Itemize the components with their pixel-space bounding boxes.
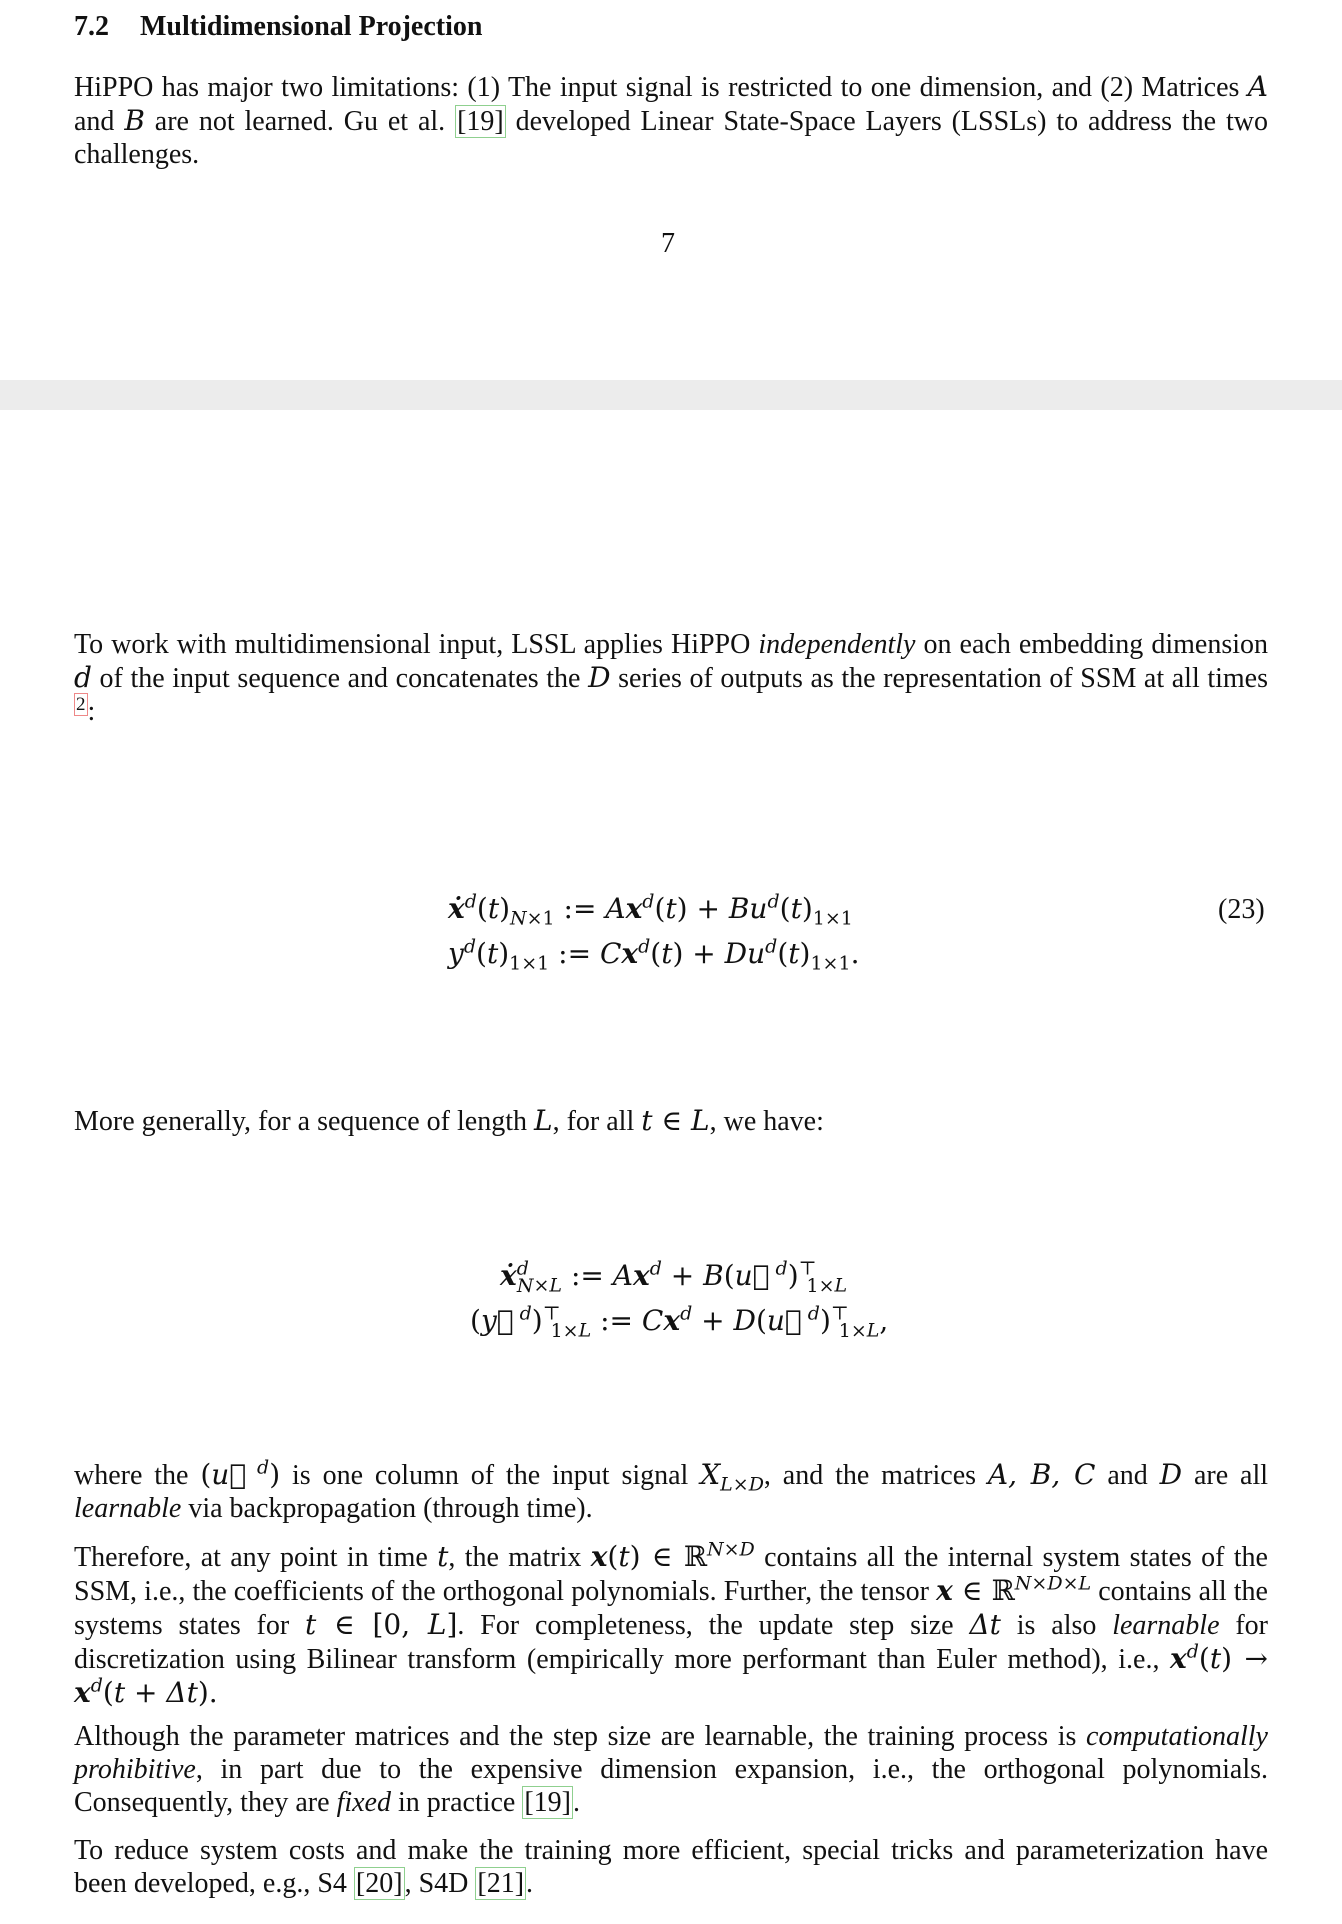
para2-emph: independently bbox=[758, 629, 916, 660]
para4-text-b: is one column of the input signal bbox=[280, 1460, 701, 1491]
para4-text-d: are all bbox=[1182, 1460, 1269, 1491]
var-ABC: A, B, C bbox=[987, 1458, 1096, 1491]
para1-and: and bbox=[74, 106, 125, 137]
para5-text-g: for discretization using Bilinear transform (empirically more performant than Euler method), i.e., bbox=[74, 1610, 1268, 1675]
section-number: 7.2 bbox=[74, 11, 109, 42]
para5-text-a: Therefore, at any point in time bbox=[74, 1542, 438, 1573]
citation-link[interactable]: [20] bbox=[355, 1868, 403, 1899]
var-b: B bbox=[124, 104, 145, 137]
citation-link[interactable]: [21] bbox=[477, 1868, 525, 1899]
para1-text-a: HiPPO has major two limitations: (1) The input signal is restricted to one dimension, and (2) Matrices bbox=[74, 72, 1248, 103]
var-d: d bbox=[74, 661, 92, 694]
para5-text-c: contains all the internal system states of the SSM, i.e., the coefficients of the orthogonal polynomials. Further, the tensor bbox=[74, 1542, 1268, 1607]
para3-text-b: , for all bbox=[552, 1106, 642, 1137]
eq-seq-line2: (y⃗ $^d)^⊤_{1\times L}$ := $Cx^d$ + D(u⃗ $^d)^⊤_{1\times L}$, bbox=[470, 1302, 889, 1342]
para3-text-c: , we have: bbox=[709, 1106, 824, 1137]
para2-text-b: on each embedding dimension bbox=[915, 629, 1268, 660]
paragraph-training-cost bbox=[74, 1720, 1268, 1819]
para3-text-a: More generally, for a sequence of length bbox=[74, 1106, 534, 1137]
paragraph-states: Therefore, at any point in time t, the matrix x(t) ∈ ℝ$^{N\times D}$ contains all the internal system states of the SSM, i.e., the coefficients of the orthogonal polynomials. Further, the tensor x ∈ ℝ$^{N\times D\times L}$ contains all the systems states for t ∈ [0, L]. For completeness, the update step size Δt is also learnable for discretization using Bilinear transform (empirically more performant than Euler method), i.e., $x^d(t) \to x^d(t + \Delta t)$. bbox=[74, 1538, 1268, 1709]
paragraph-sequence bbox=[74, 1104, 1268, 1138]
eq23-line1: $ẋ^d(t)_{N\times 1}$ := $Ax^d(t) + Bu^d(t)_{1\times 1}$ bbox=[448, 890, 853, 930]
para7-text-b: , S4D bbox=[404, 1868, 476, 1899]
var-dt: Δt bbox=[969, 1608, 1001, 1641]
paragraph-input-column: where the (u⃗ $^d$) is one column of the input signal $X_{L\times D}$, and the matrices A, B, C and D are all learnable via backpropagation (through time). bbox=[74, 1456, 1269, 1524]
citation-link[interactable]: [19] bbox=[457, 106, 504, 137]
para7-text-c: . bbox=[526, 1868, 534, 1899]
eq-seq-line1: ẋ$^d_{N\times L}$ := $Ax^d$ + B(u⃗ $^d)^⊤_{1\times L}$ bbox=[500, 1257, 848, 1297]
paragraph-efficiency bbox=[74, 1834, 1268, 1900]
var-D-matrix: D bbox=[1159, 1458, 1183, 1491]
para5-emph: learnable bbox=[1112, 1610, 1220, 1641]
para5-text-f: is also bbox=[1000, 1610, 1113, 1641]
equation-23 bbox=[448, 887, 859, 977]
para1-text-c: developed Linear State-Space Layers (LSSLs) to address the two challenges. bbox=[74, 106, 1268, 170]
para6-emph2: fixed bbox=[336, 1787, 391, 1818]
var-t: t bbox=[437, 1540, 449, 1573]
section-title: Multidimensional Projection bbox=[140, 11, 483, 42]
para6-text-b: , in part due to the expensive dimension expansion, i.e., the orthogonal polynomials. Consequently, they are bbox=[74, 1754, 1268, 1818]
para7-text-a: To reduce system costs and make the training more efficient, special tricks and parameterization have been developed, e.g., S4 bbox=[74, 1835, 1268, 1899]
para6-emph1: computationally prohibitive bbox=[74, 1721, 1268, 1785]
para2-colon: : bbox=[87, 696, 96, 727]
paragraph-limitations bbox=[74, 70, 1268, 171]
para5-text-d: contains all the systems states for bbox=[74, 1576, 1268, 1641]
para2-text-a: To work with multidimensional input, LSSL applies HiPPO bbox=[74, 629, 759, 660]
var-D: D bbox=[588, 661, 611, 694]
page-number: 7 bbox=[661, 228, 675, 259]
para1-text-b: are not learned. Gu et al. bbox=[144, 106, 456, 137]
var-a: A bbox=[1247, 70, 1268, 103]
equation-number: (23) bbox=[1218, 894, 1265, 925]
para6-text-a: Although the parameter matrices and the step size are learnable, the training process is bbox=[74, 1721, 1087, 1752]
para4-text-a: where the bbox=[74, 1460, 201, 1491]
para4-text-c: , and the matrices bbox=[763, 1460, 988, 1491]
paragraph-multidim-input bbox=[74, 628, 1268, 728]
var-t-in-L: t ∈ L bbox=[641, 1104, 710, 1137]
para5-text-e: . For completeness, the update step size bbox=[457, 1610, 970, 1641]
para4-and: and bbox=[1095, 1460, 1160, 1491]
citation-link[interactable]: [19] bbox=[524, 1787, 572, 1818]
para2-text-d: series of outputs as the representation of SSM at all times bbox=[610, 663, 1268, 694]
para2-text-c: of the input sequence and concatenates the bbox=[91, 663, 589, 694]
eq23-line2: $y^d(t)_{1\times 1}$ := $Cx^d(t) + Du^d(t)_{1\times 1}$. bbox=[448, 935, 860, 975]
equation-sequence-form bbox=[470, 1254, 888, 1344]
para6-text-c: in practice bbox=[390, 1787, 523, 1818]
para4-text-e: via backpropagation (through time). bbox=[181, 1493, 593, 1524]
section-heading bbox=[74, 8, 482, 46]
para6-text-d: . bbox=[573, 1787, 581, 1818]
page-separator bbox=[0, 380, 1342, 410]
var-L: L bbox=[534, 1104, 553, 1137]
para4-emph: learnable bbox=[74, 1493, 182, 1524]
footnote-link[interactable]: 2 bbox=[76, 693, 86, 715]
para5-text-b: , the matrix bbox=[448, 1542, 591, 1573]
